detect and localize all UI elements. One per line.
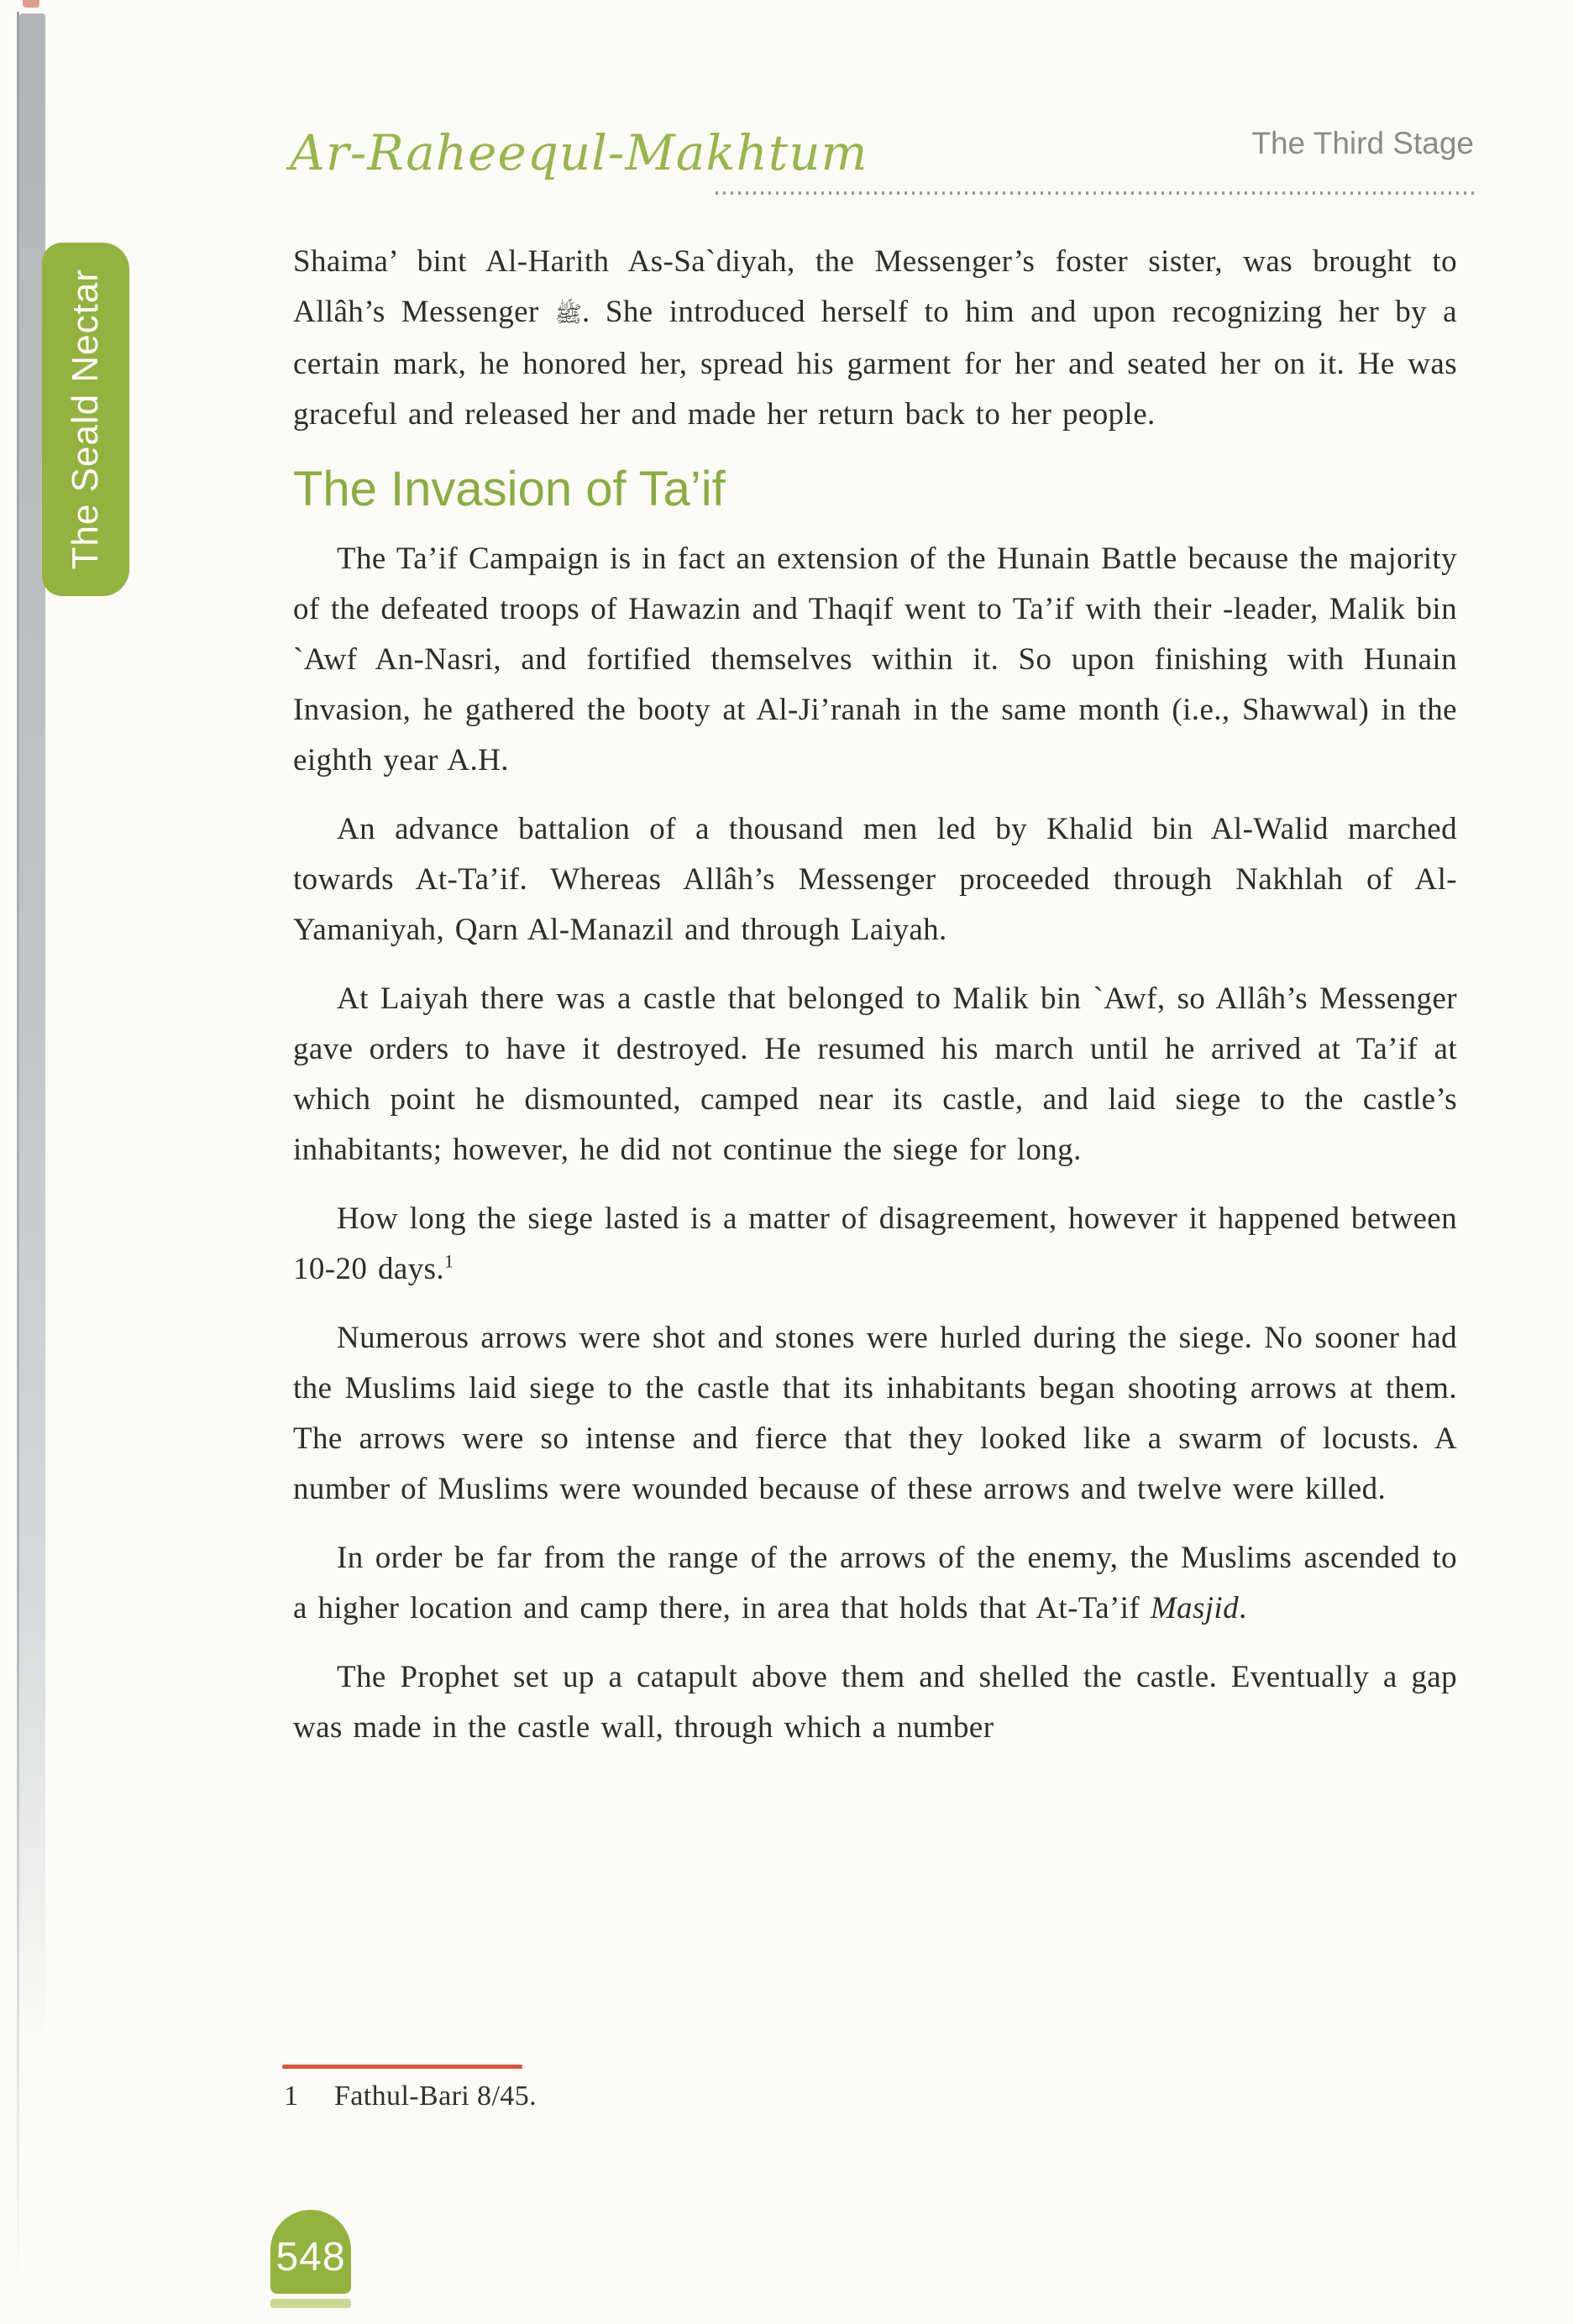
section-heading: The Invasion of Ta’if <box>293 462 726 516</box>
paragraph-7-text: In order be far from the range of the arrows of the enemy, the Muslims ascended to a higher location and camp there, in area that holds that At-Ta’if <box>293 1541 1457 1625</box>
paragraph-1-text-cont: . She introduced herself to him and upon recognizing her by a certain mark, he honored her, spread his garment for her and seated her on it. He was graceful and released her and made her return back to her people. <box>293 295 1457 432</box>
paragraph-3: An advance battalion of a thousand men led by Khalid bin Al-Walid marched towards At-Ta’if. Whereas Allâh’s Messenger proceeded through Nakhlah of Al-Yamaniyah, Qarn Al-Manazil and through Laiyah. <box>293 812 1457 947</box>
footnote <box>284 2081 537 2112</box>
paragraph-6: Numerous arrows were shot and stones were hurled during the siege. No sooner had the Muslims laid siege to the castle that its inhabitants began shooting arrows at them. The arrows were so intense and fierce that they looked like a swarm of locusts. A number of Muslims were wounded because of these arrows and twelve were killed. <box>293 1321 1457 1506</box>
paragraph-5 <box>293 1194 1457 1295</box>
script-book-title: Ar-Raheequl-Makhtum <box>290 124 868 181</box>
stage-label: The Third Stage <box>1251 126 1474 160</box>
footnote-text: Fathul-Bari 8/45. <box>334 2081 537 2112</box>
paragraph-1-text: Shaima’ bint Al-Harith As-Sa`diyah, the Messenger’s foster sister, was brought to Allâh’s Messenger <box>293 244 1457 329</box>
footnote-rule <box>282 2065 522 2069</box>
paragraph-4: At Laiyah there was a castle that belonged to Malik bin `Awf, so Allâh’s Messenger gave orders to have it destroyed. He resumed his march until he arrived at Ta’if at which point he dismounted, camped near its castle, and laid siege to the castle’s inhabitants; however, he did not continue the siege for long. <box>293 981 1457 1167</box>
badge-underline <box>270 2299 351 2308</box>
side-tab <box>42 243 129 596</box>
page-number: 548 <box>275 2235 346 2280</box>
scan-artifact <box>23 0 39 8</box>
content <box>293 237 1457 1772</box>
header-dotted-rule <box>716 191 1474 195</box>
paragraph-1 <box>293 237 1457 440</box>
footnote-marker: 1 <box>284 2081 299 2112</box>
side-tab-label: The Seald Nectar <box>65 269 106 570</box>
pbuh-symbol-icon: ﷺ <box>554 301 582 327</box>
paragraph-2: The Ta’if Campaign is in fact an extension of the Hunain Battle because the majority of the defeated troops of Hawazin and Thaqif went to Ta’if with their -leader, Malik bin `Awf An-Nasri, and fortified themselves within it. So upon finishing with Hunain Invasion, he gathered the booty at Al-Ji’ranah in the same month (i.e., Shawwal) in the eighth year A.H. <box>293 542 1457 777</box>
footnote-reference: 1 <box>444 1250 454 1272</box>
paragraph-7-text-cont: . <box>1239 1591 1247 1625</box>
paragraph-5-text: How long the siege lasted is a matter of disagreement, however it happened between 10-20 days. <box>293 1201 1457 1286</box>
paragraph-7-italic: Masjid <box>1150 1591 1240 1625</box>
paragraph-8: The Prophet set up a catapult above them and shelled the castle. Eventually a gap was made in the castle wall, through which a number <box>293 1660 1457 1745</box>
page-number-badge <box>270 2210 351 2294</box>
paragraph-7 <box>293 1533 1457 1634</box>
